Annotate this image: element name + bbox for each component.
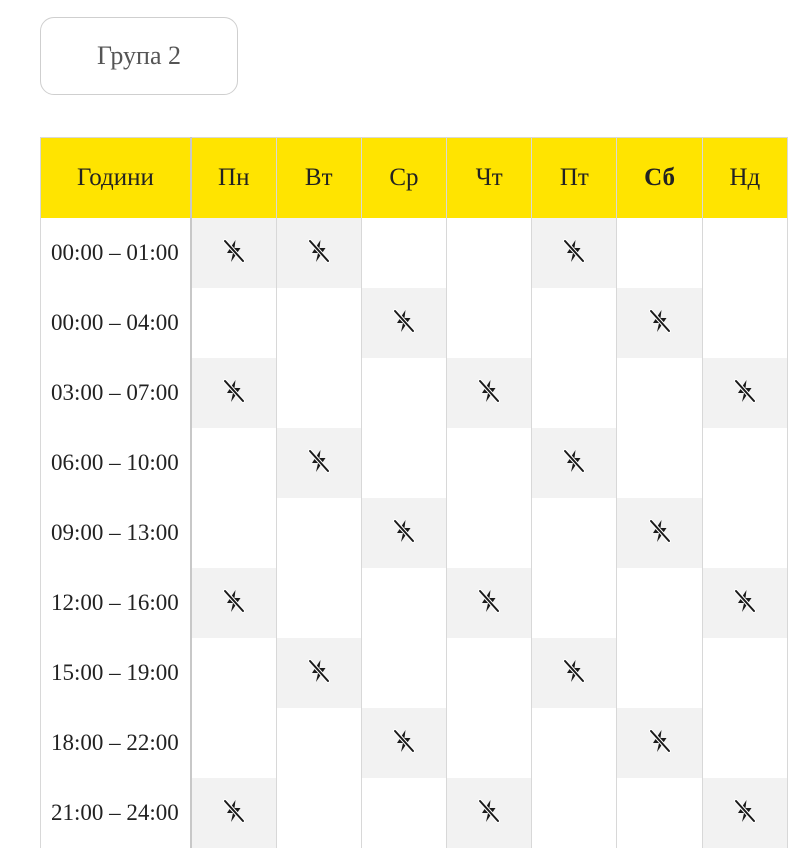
schedule-cell <box>447 218 532 288</box>
power-off-icon <box>305 237 333 265</box>
power-off-icon <box>220 377 248 405</box>
schedule-cell <box>191 218 276 288</box>
schedule-cell <box>532 498 617 568</box>
schedule-cell <box>447 778 532 848</box>
schedule-cell <box>361 638 446 708</box>
schedule-cell <box>617 358 702 428</box>
schedule-cell <box>447 358 532 428</box>
schedule-cell <box>617 708 702 778</box>
table-row <box>41 708 788 778</box>
hours-cell: 00:00 – 04:00 <box>41 288 191 358</box>
hours-cell: 12:00 – 16:00 <box>41 568 191 638</box>
schedule-cell <box>702 218 787 288</box>
schedule-cell <box>276 708 361 778</box>
schedule-cell <box>361 498 446 568</box>
power-off-icon <box>220 237 248 265</box>
power-off-icon <box>560 447 588 475</box>
schedule-cell <box>447 708 532 778</box>
schedule-cell <box>617 498 702 568</box>
power-off-icon <box>305 447 333 475</box>
power-off-icon <box>390 517 418 545</box>
schedule-cell <box>191 428 276 498</box>
schedule-cell <box>617 568 702 638</box>
day-header: Пт <box>532 138 617 219</box>
schedule-cell <box>276 498 361 568</box>
schedule-cell <box>617 638 702 708</box>
power-off-icon <box>390 307 418 335</box>
schedule-cell <box>276 358 361 428</box>
hours-cell: 00:00 – 01:00 <box>41 218 191 288</box>
table-row <box>41 288 788 358</box>
hours-cell: 21:00 – 24:00 <box>41 778 191 848</box>
table-row <box>41 428 788 498</box>
schedule-cell <box>447 568 532 638</box>
power-off-icon <box>646 517 674 545</box>
schedule-cell <box>532 708 617 778</box>
power-off-icon <box>390 727 418 755</box>
table-row <box>41 638 788 708</box>
schedule-cell <box>447 428 532 498</box>
schedule-cell <box>361 708 446 778</box>
schedule-cell <box>361 358 446 428</box>
power-off-icon <box>560 657 588 685</box>
schedule-cell <box>191 638 276 708</box>
day-header: Сб <box>617 138 702 219</box>
schedule-cell <box>361 218 446 288</box>
schedule-cell <box>702 428 787 498</box>
schedule-cell <box>702 568 787 638</box>
power-off-icon <box>475 797 503 825</box>
power-off-icon <box>646 307 674 335</box>
schedule-cell <box>276 778 361 848</box>
day-header: Чт <box>447 138 532 219</box>
schedule-cell <box>361 778 446 848</box>
table-body <box>41 218 788 848</box>
schedule-cell <box>532 638 617 708</box>
table-row <box>41 218 788 288</box>
schedule-cell <box>447 288 532 358</box>
schedule-cell <box>276 638 361 708</box>
group-tab[interactable] <box>40 17 238 95</box>
schedule-cell <box>702 778 787 848</box>
schedule-cell <box>532 358 617 428</box>
table-header-row <box>41 138 788 219</box>
hours-cell: 18:00 – 22:00 <box>41 708 191 778</box>
power-off-icon <box>731 797 759 825</box>
schedule-cell <box>276 218 361 288</box>
table-row <box>41 778 788 848</box>
schedule-cell <box>276 428 361 498</box>
schedule-cell <box>361 288 446 358</box>
hours-cell: 03:00 – 07:00 <box>41 358 191 428</box>
schedule-cell <box>276 288 361 358</box>
power-off-icon <box>646 727 674 755</box>
schedule-cell <box>532 218 617 288</box>
schedule-cell <box>532 568 617 638</box>
schedule-cell <box>617 428 702 498</box>
power-off-icon <box>560 237 588 265</box>
power-off-icon <box>220 797 248 825</box>
schedule-cell <box>702 498 787 568</box>
schedule-cell <box>361 568 446 638</box>
schedule-cell <box>617 288 702 358</box>
schedule-cell <box>532 428 617 498</box>
schedule-cell <box>191 288 276 358</box>
power-off-icon <box>220 587 248 615</box>
schedule-cell <box>702 708 787 778</box>
power-off-icon <box>305 657 333 685</box>
schedule-cell <box>191 358 276 428</box>
day-header: Пн <box>191 138 276 219</box>
hours-column-header: Години <box>41 138 191 219</box>
schedule-cell <box>191 778 276 848</box>
hours-cell: 06:00 – 10:00 <box>41 428 191 498</box>
schedule-cell <box>702 638 787 708</box>
schedule-cell <box>361 428 446 498</box>
schedule-cell <box>702 288 787 358</box>
schedule-cell <box>191 708 276 778</box>
power-off-icon <box>731 377 759 405</box>
schedule-cell <box>532 288 617 358</box>
schedule-cell <box>447 498 532 568</box>
schedule-cell <box>617 218 702 288</box>
day-header: Нд <box>702 138 787 219</box>
schedule-cell <box>532 778 617 848</box>
outage-schedule-table <box>40 137 788 848</box>
power-off-icon <box>475 587 503 615</box>
table-row <box>41 358 788 428</box>
power-off-icon <box>475 377 503 405</box>
table-row <box>41 568 788 638</box>
schedule-cell <box>617 778 702 848</box>
hours-cell: 15:00 – 19:00 <box>41 638 191 708</box>
hours-cell: 09:00 – 13:00 <box>41 498 191 568</box>
schedule-cell <box>702 358 787 428</box>
day-header: Ср <box>361 138 446 219</box>
schedule-cell <box>191 568 276 638</box>
day-header: Вт <box>276 138 361 219</box>
schedule-cell <box>447 638 532 708</box>
table-row <box>41 498 788 568</box>
power-off-icon <box>731 587 759 615</box>
group-tab-label: Група 2 <box>96 41 181 70</box>
schedule-cell <box>276 568 361 638</box>
schedule-cell <box>191 498 276 568</box>
